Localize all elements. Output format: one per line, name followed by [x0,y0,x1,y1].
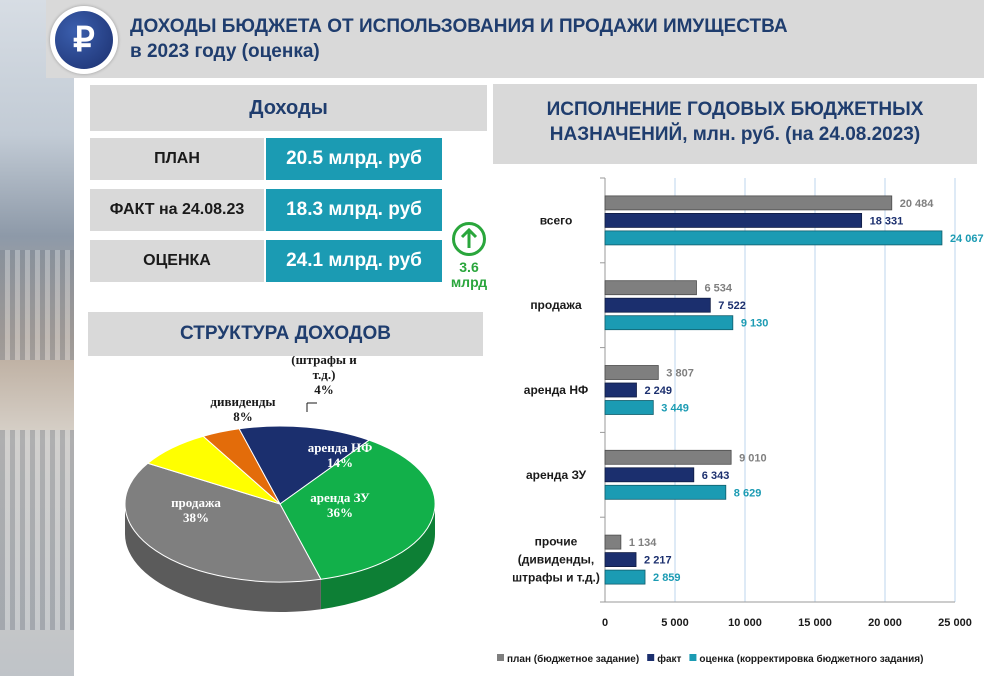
income-row-label-estimate: ОЦЕНКА [90,240,264,282]
ruble-logo [50,6,118,74]
pie-chart-title: СТРУКТУРА ДОХОДОВ [88,312,483,356]
page-title [130,14,788,64]
x-tick-label: 0 [601,617,609,629]
bar-value-label: 6 343 [701,469,730,482]
category-label: прочие (дивиденды, штрафы и т.д.) [512,534,600,585]
background-photo [0,0,74,676]
increase-badge [449,222,489,298]
x-tick-label: 10 000 [728,617,762,629]
bar [605,298,710,312]
bar-value-label: 7 522 [718,300,746,313]
bar-value-label: 24 067 [949,232,984,245]
bar-value-label: 1 134 [628,537,657,550]
income-row-value-fact: 18.3 млрд. руб [266,189,442,231]
legend-label: план (бюджетное задание) [507,654,640,665]
page-title-line1: ДОХОДЫ БЮДЖЕТА ОТ ИСПОЛЬЗОВАНИЯ И ПРОДАЖИ ИМУЩЕСТВА [130,16,788,37]
bar [605,535,621,549]
bar-value-label: 20 484 [899,197,934,210]
bar-value-label: 18 331 [869,215,904,228]
category-label: аренда ЗУ [525,467,587,482]
bar [605,553,636,567]
pie-label-4: (штрафы и т.д.) 4% [291,356,357,397]
bar [605,316,733,330]
income-row-label-plan: ПЛАН [90,138,264,180]
pie-label-1: аренда ЗУ 36% [310,490,370,520]
legend-label: оценка (корректировка бюджетного задания) [699,654,924,665]
pie-label-0: аренда НФ 14% [307,440,373,470]
up-arrow-icon [452,222,486,256]
bar [605,281,696,295]
category-label: всего [539,213,573,228]
bar-value-label: 2 217 [644,554,672,567]
bar [605,468,694,482]
bar [605,485,726,499]
x-tick-label: 15 000 [798,617,832,629]
bar [605,401,653,415]
increase-unit: млрд [450,274,488,290]
bar [605,383,636,397]
pie-label-2: продажа 38% [171,495,221,525]
pie-chart [110,356,510,626]
increase-value: 3.6 [459,259,479,275]
x-tick-label: 5 000 [661,617,689,629]
bar [605,570,645,584]
legend-swatch [497,654,504,661]
bar [605,366,658,380]
bar-value-label: 9 130 [740,317,769,330]
bar [605,231,942,245]
bar [605,450,731,464]
x-tick-label: 25 000 [938,617,972,629]
page-title-line2: в 2023 году (оценка) [130,41,320,62]
income-row-value-estimate: 24.1 млрд. руб [266,240,442,282]
bar-value-label: 9 010 [739,452,767,465]
bar-chart-title-line1: ИСПОЛНЕНИЕ ГОДОВЫХ БЮДЖЕТНЫХ [546,99,924,120]
bar-chart-title-line2: НАЗНАЧЕНИЙ, млн. руб. (на 24.08.2023) [549,124,921,145]
income-title: Доходы [90,85,487,131]
income-row-value-plan: 20.5 млрд. руб [266,138,442,180]
pie-label-3: дивиденды 8% [210,394,276,424]
x-tick-label: 20 000 [868,617,902,629]
bar [605,213,862,227]
bar [605,196,892,210]
legend-swatch [647,654,654,661]
category-label: аренда НФ [523,383,589,397]
bar-value-label: 6 534 [704,282,733,295]
income-row-label-fact: ФАКТ на 24.08.23 [90,189,264,231]
bar-value-label: 2 859 [653,572,681,585]
legend-label: факт [657,654,682,665]
bar-chart-title [493,84,977,164]
bar-value-label: 2 249 [644,385,673,397]
bar-value-label: 8 629 [733,487,762,500]
ruble-icon: ₽ [55,11,113,69]
category-label: продажа [530,298,582,313]
bar-value-label: 3 807 [666,367,694,380]
legend-swatch [689,654,696,661]
bar-value-label: 3 449 [661,402,689,415]
